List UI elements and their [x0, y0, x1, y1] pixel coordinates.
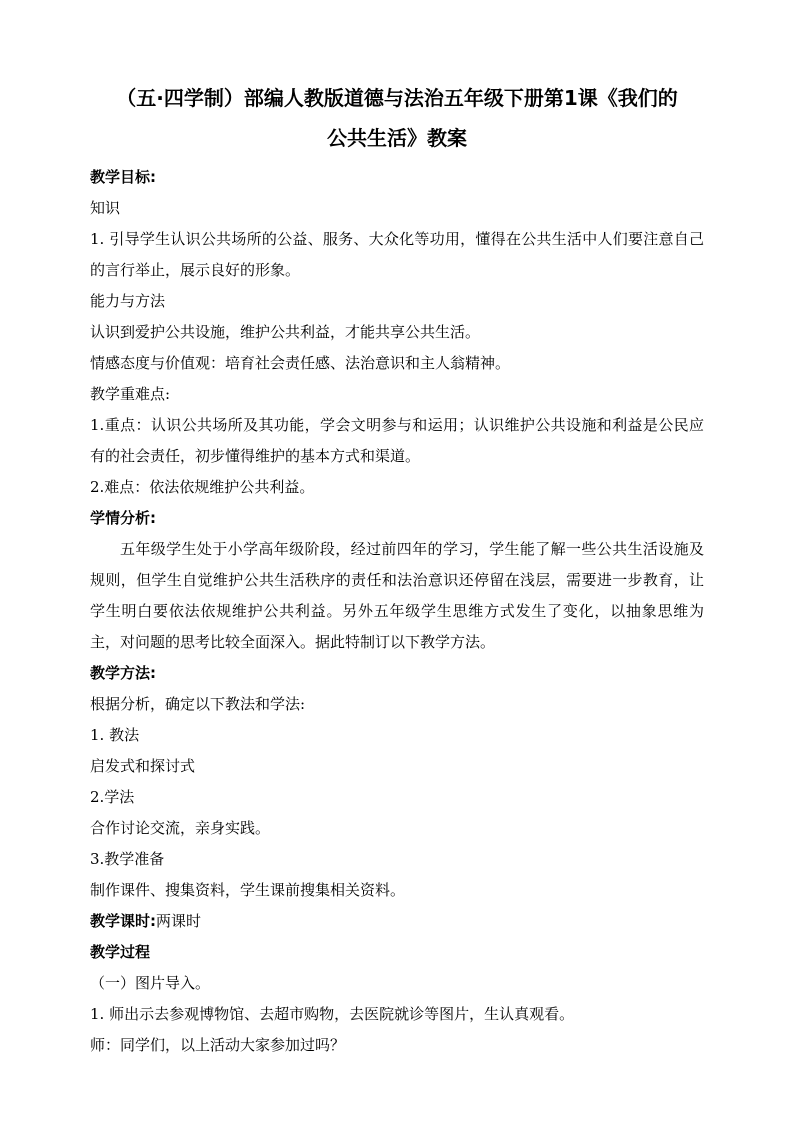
learning-method-label: 2.学法	[90, 788, 135, 806]
analysis-heading: 学情分析:	[90, 509, 156, 527]
keypoint-2: 2.难点：依法依规维护公共利益。	[90, 478, 315, 496]
objectives-heading: 教学目标:	[90, 168, 156, 186]
hours-label: 教学课时:	[90, 912, 156, 930]
knowledge-item: 1. 引导学生认识公共场所的公益、服务、大众化等功用，懂得在公共生活中人们要注意自己的言行举止，展示良好的形象。	[90, 230, 704, 279]
methods-intro: 根据分析，确定以下教法和学法:	[90, 695, 306, 713]
keypoint-1: 1.重点：认识公共场所及其功能，学会文明参与和运用；认识维护公共设施和利益是公民应有的社会责任，初步懂得维护的基本方式和渠道。	[90, 416, 704, 465]
process-item-1: 1. 师出示去参观博物馆、去超市购物，去医院就诊等图片，生认真观看。	[90, 1005, 575, 1023]
title-line-1: （五·四学制）部编人教版道德与法治五年级下册第1课《我们的	[116, 86, 678, 110]
keypoints-heading: 教学重难点:	[90, 385, 171, 403]
hours-line	[90, 906, 704, 937]
emotion-text: 情感态度与价值观：培育社会责任感、法治意识和主人翁精神。	[90, 354, 511, 372]
teaching-method-label: 1. 教法	[90, 726, 140, 744]
analysis-text: 五年级学生处于小学高年级阶段，经过前四年的学习，学生能了解一些公共生活设施及规则，但学生自觉维护公共生活秩序的责任和法治意识还停留在浅层，需要进一步教育，让学生明白要依法依规维护公共利益。另外五年级学生思维方式发生了变化，以抽象思维为主，对问题的思考比较全面深入。据此特制订以下教学方法。	[90, 540, 704, 651]
teaching-method-text: 启发式和探讨式	[90, 757, 196, 775]
process-heading: 教学过程	[90, 943, 151, 961]
hours-value: 两课时	[156, 912, 202, 930]
prep-label: 3.教学准备	[90, 850, 165, 868]
document-title	[76, 78, 718, 158]
teacher-line: 师：同学们，以上活动大家参加过吗？	[90, 1036, 346, 1054]
ability-label: 能力与方法	[90, 292, 166, 310]
knowledge-label: 知识	[90, 199, 121, 217]
title-line-2: 公共生活》教案	[327, 126, 467, 150]
ability-text: 认识到爱护公共设施，维护公共利益，才能共享公共生活。	[90, 323, 481, 341]
methods-heading: 教学方法:	[90, 664, 156, 682]
document-page	[90, 78, 704, 1061]
learning-method-text: 合作讨论交流，亲身实践。	[90, 819, 271, 837]
process-step-1: （一）图片导入。	[90, 974, 211, 992]
prep-text: 制作课件、搜集资料，学生课前搜集相关资料。	[90, 881, 406, 899]
